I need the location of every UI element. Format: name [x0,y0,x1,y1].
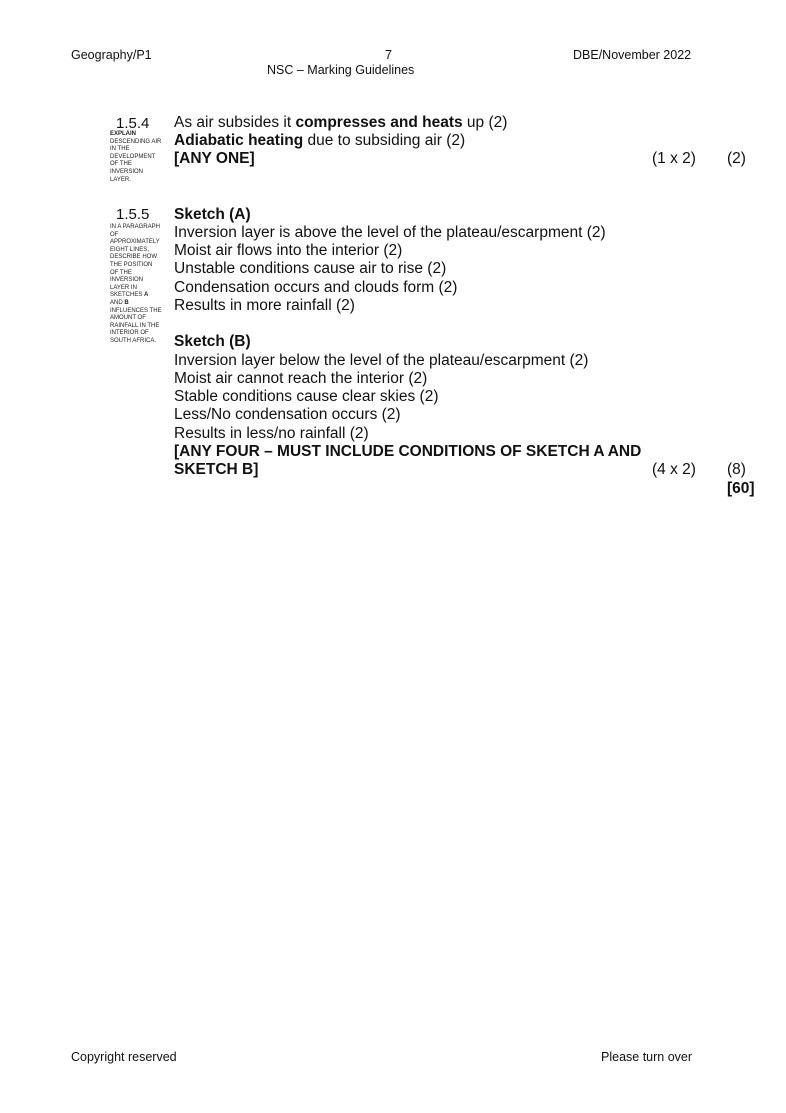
answer-text: As air subsides it [174,114,296,131]
marks-1-5-5: (8) [727,461,746,478]
sketch-b-line: Moist air cannot reach the interior (2) [174,370,428,387]
sketch-a-line: Unstable conditions cause air to rise (2) [174,260,447,277]
footer-turn-over: Please turn over [601,1050,693,1064]
instruction-1-5-5-line-2: SKETCH B] [174,461,259,478]
sketch-b-line: Less/No condensation occurs (2) [174,406,401,423]
page-number: 7 [385,48,392,62]
sketch-a-line: Results in more rainfall (2) [174,297,355,314]
question-number-1-5-5: 1.5.5 [116,206,150,223]
instruction-1-5-4: [ANY ONE] [174,150,255,167]
sketch-a-line: Condensation occurs and clouds form (2) [174,279,458,296]
sketch-a-heading: Sketch (A) [174,206,251,223]
mark-calculation-1-5-4: (1 x 2) [652,150,696,167]
marks-1-5-4: (2) [727,150,746,167]
answer-text: due to subsiding air (2) [303,132,466,149]
side-note-and: AND [110,299,123,306]
question-1-5-5-side-note [110,224,162,346]
sketch-a-line: Moist air flows into the interior (2) [174,242,403,259]
side-note-text-2: INFLUENCES THE AMOUNT OF RAINFALL IN THE INTERIOR OF SOUTH AFRICA. [110,307,162,344]
answer-line-1-5-4-2 [174,132,465,150]
answer-text: up (2) [462,114,508,131]
header-date: DBE/November 2022 [573,48,692,62]
side-note-sketch-b: B [124,299,129,306]
side-note-sketch-a: A [144,292,149,299]
side-note-text: DESCENDING AIR IN THE DEVELOPMENT OF THE INVERSION LAYER. [110,138,162,183]
answer-bold-text: compresses and heats [295,114,463,131]
sketch-b-line: Stable conditions cause clear skies (2) [174,388,439,405]
question-number-1-5-4: 1.5.4 [116,115,150,132]
mark-calculation-1-5-5: (4 x 2) [652,461,696,478]
header-subtitle: NSC – Marking Guidelines [267,63,415,77]
section-total: [60] [727,480,755,497]
sketch-a-line: Inversion layer is above the level of the plateau/escarpment (2) [174,224,606,241]
sketch-b-heading: Sketch (B) [174,333,251,350]
footer-copyright: Copyright reserved [71,1050,177,1064]
instruction-1-5-5-line-1: [ANY FOUR – MUST INCLUDE CONDITIONS OF SKETCH A AND [174,443,642,460]
sketch-b-line: Inversion layer below the level of the plateau/escarpment (2) [174,352,589,369]
answer-bold-text: Adiabatic heating [174,132,304,149]
answer-line-1-5-4-1 [174,114,507,132]
side-note-text: IN A PARAGRAPH OF APPROXIMATELY EIGHT LINES, DESCRIBE HOW THE POSITION OF THE INVERSION LAYER IN SKETCHES [110,224,160,299]
question-1-5-4-side-note [110,131,162,184]
side-note-command-word: EXPLAIN [110,131,137,137]
sketch-b-line: Results in less/no rainfall (2) [174,425,369,442]
header-subject: Geography/P1 [71,48,152,62]
